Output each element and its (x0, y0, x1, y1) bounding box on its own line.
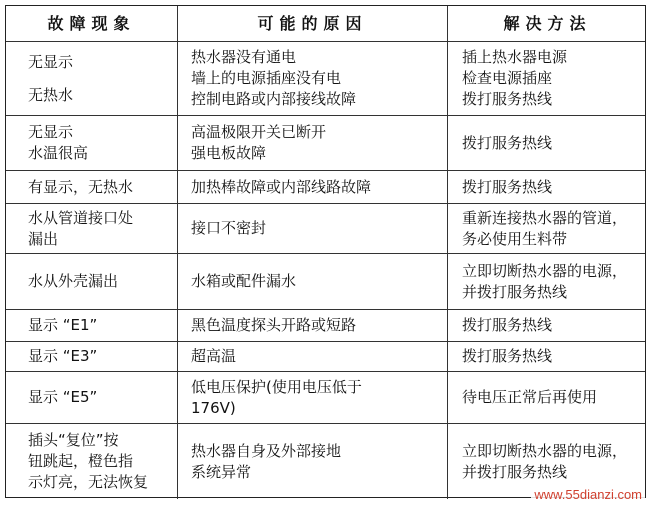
cause-line: 低电压保护(使用电压低于 (191, 377, 362, 396)
solution-line: 并拨打服务热线 (462, 462, 568, 481)
table-row (6, 204, 645, 254)
cause-line: 黑色温度探头开路或短路 (191, 316, 357, 334)
symptom-cell (6, 310, 178, 341)
cause-cell (178, 424, 448, 499)
solution-line: 立即切断热水器的电源， (462, 261, 628, 280)
table-row (6, 254, 645, 310)
solution-cell (448, 372, 647, 423)
cause-cell (178, 204, 448, 253)
header-cause-label: 可能的原因 (257, 14, 368, 33)
solution-cell (448, 254, 647, 309)
symptom-line: 显示 “E3” (28, 347, 98, 365)
cause-cell (178, 372, 448, 423)
cause-cell (178, 310, 448, 341)
symptom-line: 水温很高 (28, 144, 89, 162)
solution-cell (448, 204, 647, 253)
symptom-line: 漏出 (28, 229, 59, 248)
header-solution (448, 6, 647, 41)
cause-cell (178, 42, 448, 115)
table-row (6, 42, 645, 116)
header-symptom-label: 故障现象 (47, 14, 136, 33)
solution-cell (448, 171, 647, 203)
solution-cell (448, 310, 647, 341)
troubleshooting-table (5, 5, 646, 498)
cause-cell (178, 254, 448, 309)
solution-line: 拨打服务热线 (462, 177, 553, 196)
symptom-cell (6, 372, 178, 423)
cause-line: 热水器没有通电 (191, 48, 297, 66)
solution-line: 插上热水器电源 (462, 48, 568, 66)
solution-line: 务必使用生料带 (462, 229, 568, 248)
symptom-cell (6, 204, 178, 253)
symptom-line: 无显示 (28, 52, 74, 71)
symptom-cell (6, 42, 178, 115)
solution-line: 拨打服务热线 (462, 347, 553, 365)
symptom-line: 显示 “E1” (28, 316, 98, 334)
cause-cell (178, 171, 448, 203)
solution-line: 拨打服务热线 (462, 316, 553, 334)
cause-line: 控制电路或内部接线故障 (191, 90, 357, 108)
cause-line: 高温极限开关已断开 (191, 123, 327, 141)
solution-line: 拨打服务热线 (462, 90, 553, 108)
symptom-cell (6, 424, 178, 499)
cause-line: 接口不密封 (191, 219, 267, 237)
symptom-cell (6, 254, 178, 309)
symptom-cell (6, 116, 178, 170)
cause-line: 系统异常 (191, 462, 252, 481)
symptom-line: 水从管道接口处 (28, 208, 134, 227)
symptom-line: 钮跳起，橙色指 (28, 452, 134, 470)
table-header-row (6, 6, 645, 42)
cause-line: 超高温 (191, 347, 237, 365)
cause-line: 水箱或配件漏水 (191, 272, 297, 290)
solution-line: 拨打服务热线 (462, 133, 553, 152)
symptom-line: 示灯亮，无法恢复 (28, 473, 149, 491)
solution-line: 并拨打服务热线 (462, 282, 568, 301)
symptom-line: 水从外壳漏出 (28, 272, 119, 290)
cause-line: 墙上的电源插座没有电 (191, 69, 342, 87)
symptom-line: 有显示，无热水 (28, 177, 134, 196)
solution-cell (448, 42, 647, 115)
solution-line: 立即切断热水器的电源， (462, 441, 628, 460)
line-gap (28, 73, 177, 85)
cause-line: 热水器自身及外部接地 (191, 441, 342, 460)
table-row (6, 342, 645, 372)
watermark: www.55dianzi.com (531, 487, 645, 502)
symptom-line: 无热水 (28, 85, 74, 104)
symptom-line: 无显示 (28, 123, 74, 141)
cause-cell (178, 342, 448, 371)
solution-line: 待电压正常后再使用 (462, 388, 598, 406)
solution-line: 检查电源插座 (462, 69, 553, 87)
cause-line: 强电板故障 (191, 144, 267, 162)
symptom-cell (6, 171, 178, 203)
table-row (6, 171, 645, 204)
table-row (6, 116, 645, 171)
cause-line: 加热棒故障或内部线路故障 (191, 177, 372, 196)
symptom-line: 插头“复位”按 (28, 431, 119, 449)
solution-line: 重新连接热水器的管道， (462, 208, 628, 227)
header-cause (178, 6, 448, 41)
table-row (6, 310, 645, 342)
cause-cell (178, 116, 448, 170)
symptom-line: 显示 “E5” (28, 388, 98, 406)
header-solution-label: 解决方法 (503, 14, 592, 33)
solution-cell (448, 116, 647, 170)
header-symptom (6, 6, 178, 41)
table-row (6, 372, 645, 424)
solution-cell (448, 342, 647, 371)
symptom-cell (6, 342, 178, 371)
cause-line: 176V) (191, 398, 236, 417)
